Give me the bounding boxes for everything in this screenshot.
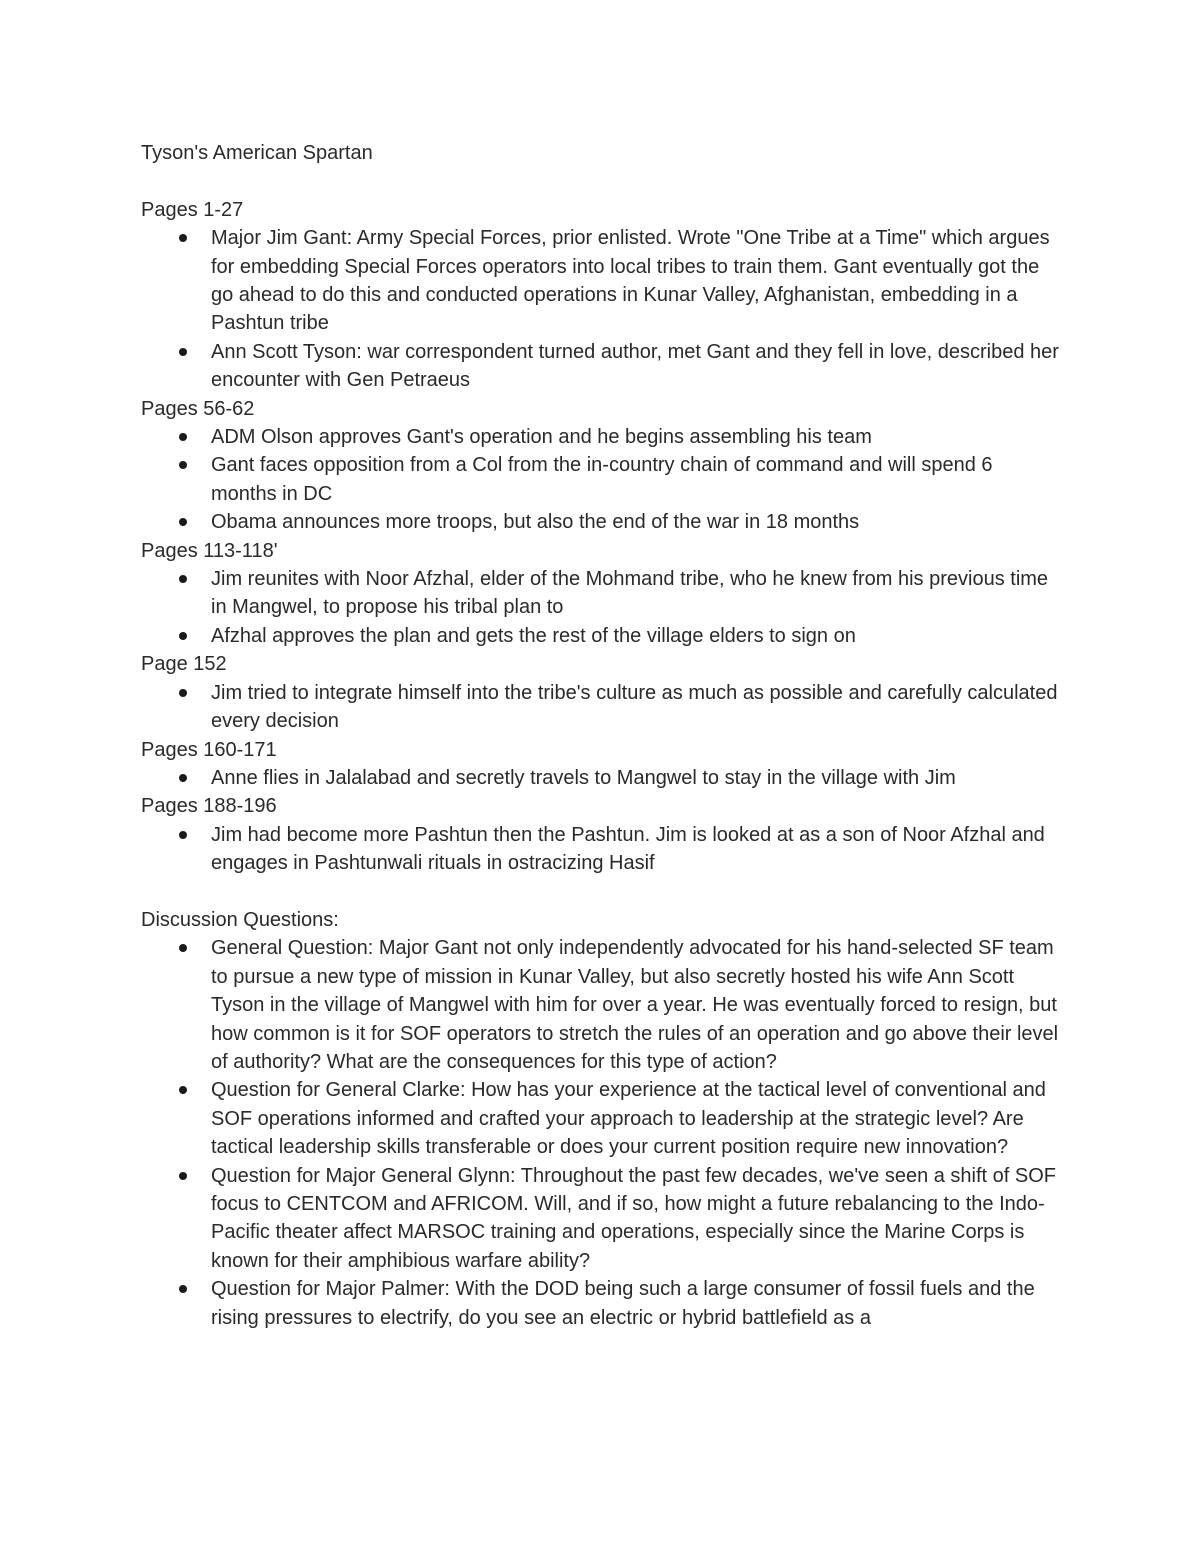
list-item-text: Jim reunites with Noor Afzhal, elder of the Mohmand tribe, who he knew from his previous time in Mangwel, to propose his tribal plan to xyxy=(211,568,1049,619)
bullet-icon xyxy=(179,689,187,697)
section-heading: Pages 160-171 xyxy=(141,738,277,761)
bullet-icon xyxy=(179,774,187,782)
section-heading: Pages 56-62 xyxy=(141,397,255,420)
list-item xyxy=(211,508,1061,536)
list-item-text: Afzhal approves the plan and gets the rest of the village elders to sign on xyxy=(211,624,856,647)
section-heading: Pages 113-118' xyxy=(141,539,278,562)
section-heading: Page 152 xyxy=(141,653,227,676)
list-item-text: Jim had become more Pashtun then the Pashtun. Jim is looked at as a son of Noor Afzhal and engages in Pashtunwali rituals in ostracizing Hasif xyxy=(211,823,1045,875)
bullet-list xyxy=(141,679,1061,736)
section-page-152 xyxy=(141,650,1061,735)
list-item xyxy=(211,934,1061,1076)
bullet-list xyxy=(141,764,1061,792)
bullet-list xyxy=(141,565,1061,650)
section-pages-160-171 xyxy=(141,736,1061,793)
document-page xyxy=(141,139,1061,1332)
list-item-text: Anne flies in Jalalabad and secretly travels to Mangwel to stay in the village with Jim xyxy=(211,766,956,789)
bullet-icon xyxy=(179,575,187,583)
list-item xyxy=(211,224,1061,338)
list-item-text: General Question: Major Gant not only independently advocated for his hand-selected SF team to pursue a new type of mission in Kunar Valley, but also secretly hosted his wife Ann Scott Tyson in the village of Mangwel with him for over a year. He was eventually forced to resign, but how common is it for SOF operators to stretch the rules of an operation and go above their level of authority? What are the consequences for this type of action? xyxy=(211,937,1059,1073)
blank-line xyxy=(141,167,1061,195)
section-pages-1-27 xyxy=(141,196,1061,395)
list-item xyxy=(211,338,1061,395)
list-item xyxy=(211,565,1061,622)
list-item-text: Ann Scott Tyson: war correspondent turned author, met Gant and they fell in love, described her encounter with Gen Petraeus xyxy=(211,340,1059,392)
bullet-icon xyxy=(179,348,187,356)
section-heading: Pages 1-27 xyxy=(141,198,244,221)
bullet-icon xyxy=(179,1172,187,1180)
list-item xyxy=(211,423,1061,451)
list-item-text: Question for General Clarke: How has your experience at the tactical level of conventional and SOF operations informed and crafted your approach to leadership at the strategic level? Are tactical leadership skills transferable or does your current position require new innovation? xyxy=(211,1079,1046,1159)
section-pages-113-118 xyxy=(141,537,1061,651)
list-item xyxy=(211,679,1061,736)
list-item xyxy=(211,1275,1061,1332)
bullet-icon xyxy=(179,234,187,242)
list-item xyxy=(211,821,1061,878)
bullet-icon xyxy=(179,461,187,469)
bullet-icon xyxy=(179,831,187,839)
list-item-text: Question for Major Palmer: With the DOD being such a large consumer of fossil fuels and the rising pressures to electrify, do you see an electric or hybrid battlefield as a xyxy=(211,1278,1035,1329)
bullet-list xyxy=(141,934,1061,1332)
list-item-text: Obama announces more troops, but also the end of the war in 18 months xyxy=(211,511,860,534)
section-pages-188-196 xyxy=(141,792,1061,877)
section-pages-56-62 xyxy=(141,395,1061,537)
discussion-section xyxy=(141,906,1061,1332)
list-item-text: Major Jim Gant: Army Special Forces, prior enlisted. Wrote "One Tribe at a Time" which argues for embedding Special Forces operators into local tribes to train them. Gant eventually got the go ahead to do this and conducted operations in Kunar Valley, Afghanistan, embedding in a Pashtun tribe xyxy=(211,227,1050,335)
bullet-list xyxy=(141,224,1061,394)
bullet-list xyxy=(141,423,1061,537)
list-item-text: Jim tried to integrate himself into the tribe's culture as much as possible and carefully calculated every decision xyxy=(211,681,1058,733)
bullet-icon xyxy=(179,944,187,952)
list-item-text: ADM Olson approves Gant's operation and he begins assembling his team xyxy=(211,426,872,449)
list-item xyxy=(211,764,1061,792)
list-item xyxy=(211,451,1061,508)
section-heading: Pages 188-196 xyxy=(141,795,277,818)
bullet-icon xyxy=(179,518,187,526)
document-title: Tyson's American Spartan xyxy=(141,142,373,164)
list-item xyxy=(211,1076,1061,1161)
bullet-list xyxy=(141,821,1061,878)
list-item xyxy=(211,1162,1061,1276)
list-item-text: Question for Major General Glynn: Throughout the past few decades, we've seen a shift of SOF focus to CENTCOM and AFRICOM. Will, and if so, how might a future rebalancing to the Indo-Pacific theater affect MARSOC training and operations, especially since the Marine Corps is known for their amphibious warfare ability? xyxy=(211,1164,1057,1272)
discussion-heading: Discussion Questions: xyxy=(141,908,339,931)
bullet-icon xyxy=(179,1086,187,1094)
list-item-text: Gant faces opposition from a Col from the in-country chain of command and will spend 6 months in DC xyxy=(211,454,993,505)
bullet-icon xyxy=(179,1285,187,1293)
list-item xyxy=(211,622,1061,650)
bullet-icon xyxy=(179,433,187,441)
bullet-icon xyxy=(179,632,187,640)
